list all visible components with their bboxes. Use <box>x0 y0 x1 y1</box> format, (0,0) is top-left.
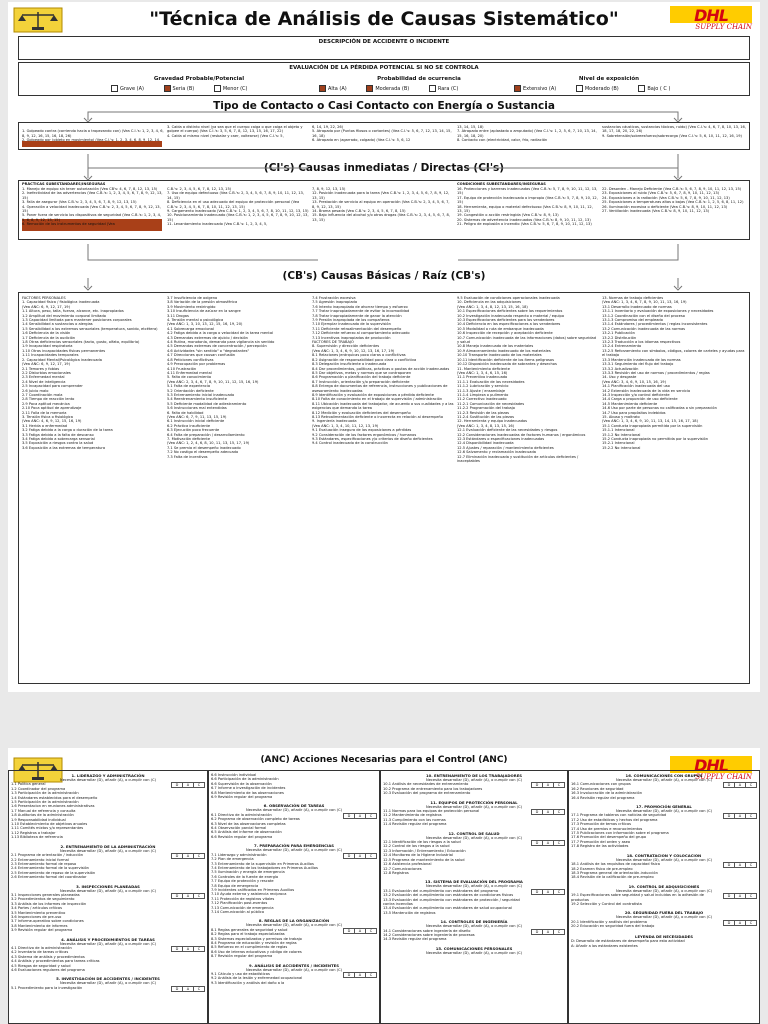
gravity-label: Gravedad Probable/Potencial <box>153 76 245 82</box>
dac-header-cell[interactable]: C <box>557 841 561 846</box>
checkbox-icon <box>214 85 221 92</box>
contact-text-1: 1. Golpeado contra (corriendo hacia o tropezando con) (Vea C.I.'s: 1, 2, 3, 4, 6, 8, 9, 12, 16, 15, 16, 18, 26) <box>22 129 164 138</box>
anc-section <box>211 963 377 986</box>
anc-section-items: 11.1 Normas para los equipos de protección personal 11.2 Mantenimiento de registros 11.3 Cumplimiento con las normas 11.4 Revisión regular del programa <box>383 809 480 827</box>
probability-label: Probabilidad de ocurrencia <box>377 76 461 82</box>
dac-header-cell[interactable]: C <box>197 986 201 991</box>
dac-header-cell[interactable]: A <box>543 930 554 934</box>
checkbox-checked-icon <box>366 85 373 92</box>
anc-section-title: 5. INVESTIGACIÓN DE ACCIDENTES / INCIDENTES <box>56 976 160 982</box>
anc-section <box>571 773 757 800</box>
exposure-option-b[interactable]: Moderado (B) <box>576 86 619 92</box>
ci-condiciones-label: CONDICIONES SUBESTÁNDARES/INSEGURAS <box>457 182 546 186</box>
anc-section-subtitle: Necesita desarrollar (D), añadir (A), o cumplir con (C) <box>426 804 522 809</box>
anc-section <box>11 976 205 996</box>
dac-header-cell[interactable]: C <box>749 920 753 925</box>
contact-arrows-icon <box>8 98 760 122</box>
anc-section <box>571 853 757 880</box>
dac-header-cell[interactable]: D <box>172 894 183 898</box>
dac-header-cell[interactable]: D <box>532 841 543 845</box>
anc-section-items: 3.1 Inspecciones generales planeadas 3.2 Procedimientos de seguimiento 3.3 Análisis de los informes de inspección 3.4 Partes / artículos críticos 3.5 Mantenimiento preventivo 3.6 Inspecciones de pre-uso 3.7 Informe-operativo sobre condiciones 3.8 Mantenimiento de informes 3.9 Revisión regular del programa <box>11 892 87 933</box>
probability-option-b[interactable]: Moderada (B) <box>366 86 409 92</box>
dac-header-cell[interactable]: C <box>369 813 373 818</box>
anc-section <box>11 844 205 880</box>
anc-section-title: 2. ENTRENAMIENTO DE LA ADMINISTRACIÓN <box>60 843 156 849</box>
dac-header-cell[interactable]: D <box>172 854 183 858</box>
anc-section-title: 7. PREPARACIÓN PARA EMERGENCIAS <box>253 843 335 849</box>
dac-header-cell[interactable]: C <box>197 854 201 859</box>
anc-section-title: 17. PROMOCIÓN GENERAL <box>636 804 692 810</box>
gravity-option-b[interactable]: Seria (B) <box>164 86 195 92</box>
anc-section-title: LEYENDA DE NECESIDADES <box>635 934 693 940</box>
anc-section-title: 1. LIDERAZGO Y ADMINISTRACIÓN <box>71 773 145 778</box>
dac-checkbox-table[interactable] <box>531 782 565 788</box>
anc-section <box>383 831 565 876</box>
ci-col-5: 22. Desorden - Manejo Deficiente (Vea C.B.'s: 5, 6, 7, 8, 9, 10, 11, 12, 13, 15) 23. Exposiciones al ruido (Vea C.B.'s: 5, 6, 7, 8, 9, 10, 11, 12, 13) 24. Exposiciones a la radiación (Vea C.B.'s: 5, 6, 7, 8, 9, 10, 11, 12, 13) 25. Exposiciones a temperaturas altas o bajas (Vea C.B.'s: 1, 2, 5, 6, 8, 11, 12) 26. Iluminación excesiva o deficiente (Vea C.B.'s: 8, 9, 10, 11, 12, 13) 27. Ventilación inadecuada (Vea C.B.'s: 8, 9, 10, 11, 12, 13) <box>602 187 744 214</box>
dac-checkbox-table[interactable] <box>171 946 205 952</box>
dhl-logo-icon: DHL SUPPLY CHAIN <box>670 756 752 784</box>
anc-section-title: 20. SEGURIDAD FUERA DEL TRABAJO <box>624 910 704 916</box>
anc-section <box>11 884 205 933</box>
anc-section-title: 14. CONTROLES DE INGENIERÍA <box>440 919 508 925</box>
dac-checkbox-table[interactable] <box>343 853 377 859</box>
dac-header-cell[interactable]: D <box>344 973 355 977</box>
ci-col-2: C.B.'s: 2, 3, 4, 5, 6, 7, 8, 12, 13, 15) 7. Uso de equipo defectuoso (Vea C.B.'s: 2, 3, 4, 5, 6, 7, 8, 9, 10, 11, 12, 13, 14, 15) 8. Deficiencia en el uso adecuado del equipo de protección personal (Vea C.B.'s: 2, 3, 4, 5, 6, 7, 8, 10, 11, 12, 13, 15) 9. Cargamento inadecuado (Vea C.B.'s: 1, 2, 3, 4, 5, 6, 7, 8, 10, 11, 12, 13, 15) 10. Posicionamiento inadecuado (Vea C.B.'s: 1, 2, 3, 4, 5, 6, 7, 8, 9, 10, 12, 13, 15) 11. Levantamiento inadecuado (Vea C.B.'s: 1, 2, 3, 4, 5, <box>167 187 309 227</box>
dac-header-cell[interactable]: C <box>197 783 201 788</box>
dac-checkbox-table[interactable] <box>343 813 377 819</box>
dac-header-cell[interactable]: C <box>369 928 373 933</box>
anc-section-items: 5.1 Procedimiento para la investigación <box>11 985 83 990</box>
description-label: DESCRIPCIÓN DE ACCIDENTE O INCIDENTE <box>318 39 450 45</box>
dac-header-cell[interactable]: A <box>183 894 194 898</box>
anc-section-items: 20.1 Identificación y análisis del problema 20.2 Educación en seguridad fuera del trabajo <box>571 919 655 929</box>
checkbox-icon <box>111 85 118 92</box>
dac-header-cell[interactable]: A <box>183 947 194 951</box>
anc-section-subtitle: Necesita desarrollar (D), añadir (A), o cumplir con (C) <box>60 778 156 782</box>
dac-header-cell[interactable]: C <box>197 893 201 898</box>
checkbox-checked-icon <box>319 85 326 92</box>
dac-header-cell[interactable]: A <box>183 987 194 991</box>
anc-section-items: 12.1 Identificación de los riesgos a la salud 12.2 Control de los riesgos a la salud 12.3 Información / Entrenamiento / Educación 12.4 Monitoreo de la Higiene Industrial 12.5 Programa de mantenimiento de la salud 12.6 Asistencia profesional 12.7 Comunicaciones 12.8 Registros <box>383 840 466 875</box>
dac-header-cell[interactable]: D <box>532 930 543 934</box>
anc-section-subtitle: Necesita desarrollar (D), añadir (A), o cumplir con (C) <box>616 915 712 920</box>
anc-section-title: 9. ANÁLISIS DE ACCIDENTES / INCIDENTES <box>249 962 339 968</box>
cb-col-4: 9.5 Evaluación de condiciones operacionales inadecuada 10. Deficiencia en las adquisiciones (Vea ANC: 1, 3, 4, 8, 12, 13, 15, 16, 18) 10.1 Especificaciones deficientes sobre los requerimientos 10.2 Investigación inadecuada respecto a material / equipo 10.3 Especificaciones deficientes para los vendedores 10.4 Deficiencia en las especificaciones a los vendedores 10.5 Modalidad o ruta de embarque inadecuada 10.6 Inspección de recepción y aceptación deficiente 10.7 Comunicación inadecuada de las informaciones (datos) sobre seguridad y salud 10.8 Manejo inadecuado de los materiales 10.9 Almacenamiento inadecuado de los materiales 10.10 Transporte inadecuado de los materiales 10.11 Identificación deficiente de los ítems peligrosos 10.12 Disposición inadecuada de sobrantes y desechos 11. Mantenimiento deficiente (Vea ANC: 1, 3, 4, 6, 15, 16) 11.1 Preventivo inadecuado 11.1.1 Evaluación de las necesidades 11.1.2 Lubricación y servicio 11.1.3 Ajuste / ensamblaje 11.1.4 Limpieza o pulimento 11.2 Correctivo inadecuado 11.2.1 Comunicación de necesidades 11.2.2 Programación del trabajo 11.2.3 Revisión de las piezas 11.2.4 Sustitución de las piezas 12. Herramienta y equipo inadecuados (Vea ANC: 1, 3, 4, 8, 13, 15, 16) 12.1 Evaluación deficiente de las necesidades y riesgos 12.2 Consideraciones inadecuadas de factores humanos / ergonómicos 12.3 Estándares o especificaciones inadecuadas 12.4 Disponibilidad inadecuada 12.5 Ajustes / reparación / mantenimiento deficientes 12.6 Salvamento y reclamación inadecuada 12.7 Eliminación inadecuada y sustitución de artículos deficientes / inaceptables <box>457 296 597 464</box>
dac-header-cell[interactable]: D <box>724 814 735 818</box>
page-title: "Técnica de Análisis de Causas Sistemático" <box>149 8 619 30</box>
contact-col-2: 3. Caída a distinto nivel (ya sea que el cuerpo caiga o que caiga el objeto y golpee el cuerpo) (Vea C.I.'s: 3, 5, 6, 7, 8, 12, 13, 15, 16, 17, 22) 4. Caída al mismo nivel (resbalar y caer, voltearse) (Vea C.I.'s: 5, <box>167 125 303 138</box>
dac-header-cell[interactable]: A <box>355 854 366 858</box>
dac-header-cell[interactable]: C <box>557 783 561 788</box>
dac-header-cell[interactable]: D <box>172 947 183 951</box>
anc-section-title: 12. CONTROL DE SALUD <box>448 830 500 836</box>
checkbox-icon <box>576 85 583 92</box>
dac-header-cell[interactable]: D <box>172 987 183 991</box>
dac-checkbox-table[interactable] <box>343 972 377 978</box>
highlight-bar <box>22 141 162 147</box>
dac-header-cell[interactable]: C <box>369 853 373 858</box>
dac-header-cell[interactable]: D <box>724 783 735 787</box>
anc-section-title: 18. CONTRATACION Y COLOCACION <box>626 852 702 858</box>
anc-section-title: 4. ANÁLISIS Y PROCEDIMIENTOS DE TAREAS <box>61 936 155 942</box>
ci-col-1: 1. Manejo de equipo sin tener autorización (Vea CB's: 4, 6, 7, 8, 12, 13, 15) 2. Inefectividad de las advertencias (Vea C.B.'s: 1, 2, 3, 4, 5, 6, 7, 8, 9, 12, 13, 15) 3. Falla de asegurar (Vea C.B.'s: 2, 3, 4, 5, 6, 7, 8, 9, 12, 13, 15) 4. Operación a velocidad inadecuada (Vea C.B.'s: 2, 3, 4, 5, 6, 7, 8, 9, 12, 13, 15) 5. Poner fuera de servicio los dispositivos de seguridad (Vea C.B.'s: 1, 2, 3, 4, 5, 6, 8, 9, 12, 13, 15) 6. Remoción de los instrumentos de seguridad (Vea <box>22 187 163 227</box>
anc-section <box>383 946 565 966</box>
anc-column <box>380 770 568 1024</box>
dac-header-cell[interactable]: A <box>355 973 366 977</box>
anc-section-items: 17.1 Programa de tableros con noticias de seguridad 17.2 Uso de estadísticas y hechos del programa 17.3 Promoción de temas críticos 17.4 Uso de premios e reconocimientos 17.5 Publicaciones con información sobre el programa 17.6 Promoción del desempeño del grupo 17.7 Promoción del orden y aseo 17.8 Registro de las actividades <box>571 813 669 849</box>
anc-section-subtitle: Necesita desarrollar (D), añadir (A), o cumplir con (C) <box>246 923 342 928</box>
anc-section-title: 3. INSPECCIONES PLANEADAS <box>76 883 140 889</box>
cb-heading: (CB's) Causas Básicas / Raíz (CB's) <box>282 270 486 282</box>
dac-header-cell[interactable]: A <box>355 814 366 818</box>
anc-section-items: 13.1 Evaluación del cumplimiento con estándares del programa 13.2 Evaluación del cumplimiento con estándares de condiciones físicas 13.3 Evaluación del cumplimiento con estándares de protección / seguridad contra incendios 13.4 Evaluación del cumplimiento con estándares de salud ocupacional 13.5 Mantención de registros <box>383 888 520 915</box>
dac-checkbox-table[interactable] <box>171 782 205 788</box>
description-box <box>18 36 750 60</box>
anc-section-subtitle: Necesita desarrollar (D), añadir (A), o cumplir con (C) <box>60 848 156 853</box>
anc-section <box>571 910 757 930</box>
anc-section <box>383 879 565 915</box>
anc-section <box>11 937 205 973</box>
ci-heading: (CI's) Causas inmediatas / Directas (CI's) <box>263 162 505 174</box>
anc-section-items: 6.1 Directivo de la administración 6.2 Programa de observación completo de tareas 6.3 Nivel de las observaciones completas 6.4 Observación parcial formal 6.5 Análisis del informe de observación 6.6 Revisión regular del programa <box>211 812 300 839</box>
anc-section <box>383 800 565 827</box>
anc-section-subtitle: Necesita desarrollar (D), añadir (A), o cumplir con (C) <box>426 884 522 889</box>
anc-section-items: 2.1 Programa de orientación / inducción 2.2 Entrenamiento inicial formal 2.3 Entrenamiento formal de repaso 2.4 Entrenamiento formal de la supervisión 2.5 Entrenamiento de repaso de la supervisión 2.6 Entrenamiento formal del coordinador <box>11 853 96 880</box>
exposure-options <box>514 85 688 92</box>
dac-header-cell[interactable]: A <box>735 814 746 818</box>
anc-section-subtitle: Necesita desarrollar (D), añadir (A), o cumplir con (C) <box>60 941 156 946</box>
anc-section <box>211 843 377 914</box>
anc-section <box>211 918 377 958</box>
dac-header-cell[interactable]: C <box>369 973 373 978</box>
contact-col-5: sustancias cáusticas, sustancias tóxicas, ruido) (Vea C.I.'s: 4, 6, 7, 8, 10, 13, 16, 18, 17, 18, 20, 22, 26) 9. Sobretensión/sobreesfuerzo/sobrecarga (Vea C.I.'s: 5, 6, 10, 11, 12, 16, 19) <box>602 125 746 138</box>
anc-section <box>211 803 377 839</box>
anc-section-subtitle: Necesita desarrollar (D), añadir (A), o cumplir con (C) <box>246 808 342 813</box>
anc-section-items: 4.1 Directivo de la administración 4.2 Inventario de tareas críticas 4.3 Sistema de análisis y procedimientos 4.4 Análisis y procedimientos para tareas críticas 4.5 Riesgos de seguridad y salud 4.6 Evaluaciones regulares del programa <box>11 946 100 973</box>
dac-header-cell[interactable]: D <box>532 783 543 787</box>
anc-section-title: 8. REGLAS DE LA ORGANIZACIÓN <box>258 918 330 924</box>
anc-section-subtitle: Necesita desarrollar (D), añadir (A), o cumplir con (C) <box>426 835 522 840</box>
anc-section-subtitle: Necesita desarrollar (D), añadir (A), o cumplir con (C) <box>426 778 522 782</box>
anc-section-items: D: Desarrollo de estándares de desempeño para esta actividad A: Añadir a los estándares existentes <box>571 939 685 948</box>
dac-header-cell[interactable]: A <box>735 863 746 867</box>
dac-header-cell[interactable]: C <box>557 810 561 815</box>
anc-section-items: 10.1 Análisis de necesidades de entrenamiento 10.2 Programa de entrenamiento para los trabajadores 10.3 Evaluación del programa de entrenamiento <box>383 782 483 796</box>
dac-header-cell[interactable]: A <box>735 783 746 787</box>
dac-header-cell[interactable]: C <box>749 894 753 899</box>
anc-column <box>568 770 760 1024</box>
dac-checkbox-table[interactable] <box>723 862 757 868</box>
dac-header-cell[interactable]: D <box>172 783 183 787</box>
anc-section-items: 6.6 Instrucción individual 6.6 Participación de la administración 6.6 Supervisión de la observación 6.7 Informe a investigación de incidentes 6.8 Mantenimiento de las observaciones 6.9 Revisión regular del programa <box>211 773 286 800</box>
dac-header-cell[interactable]: D <box>344 854 355 858</box>
dac-header-cell[interactable]: A <box>543 783 554 787</box>
cb-col-5: 13. Normas de trabajo deficientes (Vea ANC: 1, 3, 4, 6, 7, 8, 9, 10, 11, 13, 16, 19) 13.1 Desarrollo inadecuado de normas 13.1.1 Inventario y evaluación de exposiciones y necesidades 13.1.2 Coordinación con el diseño del proceso 13.1.3 Compromiso del empleado 13.1.4 Estándares / procedimientos / reglas inconsistentes 13.2 Comunicación inadecuada de las normas 13.2.1 Publicación 13.2.2 Distribución 13.2.3 Traducción a los idiomas respectivos 13.2.4 Entrenamiento 13.2.5 Reforzamiento con símbolos, códigos, colores de carteles y ayudas para el trabajo 13.3 Mantención inadecuada de las normas 13.3.1 Seguimiento del flujo del trabajo 13.3.2 Actualización 13.3.3 Revisión del uso de normas / procedimientos / reglas 14. Uso y desgaste (Vea ANC: 3, 4, 6, 9, 10, 15, 16, 19) 14.1 Planificación inadecuada del uso 14.2 Extensión inadecuada de la vida en servicio 14.3 Inspección y/o control deficiente 14.4 Carga o proporción de uso deficiente 14.5 Mantenimiento deficiente 14.6 Uso por parte de personas no calificadas o sin preparación 14.7 Uso para propósitos indebidos 15. Abuso y maltrato (Vea ANC: 1, 3, 4, 6, 9, 10, 11, 13, 14, 15, 16, 17, 18) 15.1 Conducta inapropiada permitida por la supervisión 15.1.1 Intencional 15.1.2 No intencional 15.2 Conducta inapropiada no permitida por la supervisión 15.2.1 Intencional 15.2.2 No intencional <box>602 296 745 450</box>
cb-col-2: 3.7 Insuficiencia de oxígeno 3.8 Variación de la presión atmosférica 3.9 Movimiento restringido 3.10 Insuficiencia de azúcar en la sangre 3.11 Drogas 4. Tensión mental o psicológica (Vea ANC: 1, 3, 10, 13, 12, 15, 16, 19, 20) 4.1 Sobrecarga emocional 4.2 Fatiga debida a la carga o velocidad de la tarea mental 4.3 Demandas extremas de ajuicio / decisión 4.4 Rutina, monotonía, demanda para vigilancia sin sentido 4.5 Demandas extremas de concentración / percepción 4.6 Actividades "sin sentido" o "degradantes" 4.7 Direcciones que causan confusión 4.8 Peticiones conflictivas 4.9 Preocupación por problemas 4.10 Frustración 4.11 Enfermedad mental 5. Falta de conocimiento (Vea ANC: 2, 3, 4, 6, 7, 8, 9, 10, 11, 12, 15, 16, 19) 5.1 Falta de experiencia 5.2 Orientación deficiente 5.3 Entrenamiento inicial inadecuado 5.4 Reentrenamiento insuficiente 5.5 Deficiente modalidad de adiestramiento 5.6 Instrucciones mal entendidas 6. Falta de habilidad (Vea ANC: 6, 7, 9, 11, 13, 15, 19) 6.1 Instrucción inicial deficiente 6.2 Práctica insuficiente 6.3 Ejecución poco frecuente 6.4 Falta de preparación / desarrollamiento 7. Motivación deficiente (Vea ANC: 1, 2, 4, 6, 8, 10, 11, 13, 15, 17, 19) 7.1 Se premia el desempeño inadecuado 7.2 No castigo el desempeño adecuado 7.3 Falta de incentivos <box>167 296 275 459</box>
dac-checkbox-table[interactable] <box>343 928 377 934</box>
anc-column <box>208 770 380 1024</box>
anc-section-subtitle: Necesita desarrollar (D), añadir (A), o cumplir con (C) <box>60 888 156 893</box>
evaluation-label: EVALUACIÓN DE LA PÉRDIDA POTENCIAL SI NO SE CONTROLA <box>289 65 479 71</box>
dac-checkbox-table[interactable] <box>723 920 757 926</box>
anc-section-items: 8.1 Reglas generales de seguridad y salud 8.2 Reglas para el trabajo especializadas 8.3 Sistemas especializados y permisos de trabajo 8.4 Programa de educación y revisión de reglas 8.5 Refuerzo en el cumplimiento de reglas 8.6 Uso de letreros educativos y código de colores 8.7 Revisión regular del programa <box>211 927 302 959</box>
sheet-page-2 <box>8 748 760 1024</box>
cb-col-1: FACTORES PERSONALES 1. Capacidad física / fisiológica inadecuada (Vea ANC: 6, 9, 12, 17, 19) 1.1 Altura, peso, talla, fuerza, alcance, etc. inapropiados 1.2 Amplitud del movimiento corporal limitado 1.3 Capacidad limitada para mantener posiciones corporales 1.4 Sensibilidad a sustancias o alergias 1.5 Sensibilidad a los extremos sensoriales (temperatura, sonido, etcétera) 1.6 Deficiencia de la visión 1.7 Deficiencia de la audición 1.8 Otras deficiencias sensoriales (tacto, gusto, olfato, equilibrio) 1.9 Incapacidad respiratoria 1.10 Otras incapacidades físicas permanentes 1.11 Incapacidades temporales 2. Capacidad Mental/Psicológica inadecuada (Vea ANC: 6, 9, 12, 17, 19) 2.1 Temores y fobias 2.2 Disturbios emocionales 2.3 Enfermedad mental 2.4 Nivel de inteligencia 2.5 Incapacidad para comprender 2.6 Juicio malo 2.7 Coordinación mala 2.8 Tiempo de reacción lento 2.9 Poca aptitud mecánica 2.10 Poca aptitud de aprendizaje 2.11 Falla de la memoria 3. Tensión física o fisiológica (Vea ANC: 4, 6, 9, 12, 15, 16, 19) 3.1 Herida o enfermedad 3.2 Fatiga debida a la carga o duración de la tarea 3.3 Fatiga debida a la falta de descanso 3.4 Fatiga debida a sobrecarga sensorial 3.5 Exposición a riesgos contra la salud 3.6 Exposición a las extremas de temperatura <box>22 296 158 450</box>
checkbox-checked-icon <box>514 85 521 92</box>
anc-section-title: 10. ENTRENAMIENTO DE LOS TRABAJADORES <box>425 773 523 778</box>
exposure-option-c[interactable]: Bajo ( C ) <box>638 86 670 92</box>
dac-checkbox-table[interactable] <box>531 929 565 935</box>
checkbox-checked-icon <box>164 85 171 92</box>
dac-header-cell[interactable]: D <box>724 894 735 898</box>
cb-col-3: 7.4 Frustración excesiva 7.5 Agresión inapropiada 7.6 Intento inapropiado de ahorrar tiempo y esfuerzo 7.7 Tratar inapropiadamente de evitar la incomodidad 7.8 Tratar inapropiadamente de ganar la atención 7.9 Presión inapropiada de los compañeros 7.10 Ejemplar inadecuado de la supervisión 7.11 Deficiente retroalimentación del desempeño 7.12 Deficiente refuerzo al comportamiento adecuado 7.13 Incentivos inapropiados de producción FACTORES DE TRABAJO 8. Supervisión y dirección deficientes (Vea ANC: 1, 3, 4, 6, 9, 10, 12, 13, 16, 17, 19) 8.1 Relaciones jerárquicas poco claras o conflictivas 8.2 Asignación de responsabilidad poco clara o conflictiva 8.3 Delegación insuficiente o inadecuada 8.4 Dar procedimientos, políticas, prácticas o pautas de acción inadecuadas 8.5 Dar objetivos, metas y normas que se contraponen 8.6 Programación o planificación del trabajo deficiente 8.7 Instrucción, orientación y/o preparación deficiente 8.8 Entrega de documentos de referencia, instrucciones y publicaciones de asesoramiento inadecuadas 8.9 Identificación y evaluación de exposiciones a pérdida deficiente 8.10 Falta de conocimiento en el trabajo de supervisión / administración 8.11 Ubicación inadecuada del trabajador, de acuerdo a sus cualidades y a las exigencias que demanda la tarea 8.12 Medición y evaluación deficientes del desempeño 8.13 Retroalimentación deficiente o incorrecta en relación al desempeño 9. Ingeniería inadecuada (Vea ANC: 1, 3, 4, 10, 11, 12, 13, 19) 9.1 Evaluación insegura de las exposiciones a pérdidas 9.2 Consideración de los factores ergonómicos / humanos 9.3 Estándares, especificaciones y/o criterios de diseño deficientes 9.4 Control inadecuado de la construcción <box>312 296 454 446</box>
anc-section-title: 16. COMUNICACIONES CON GRUPOS <box>625 773 703 778</box>
dac-header-cell[interactable]: C <box>749 814 753 819</box>
gravity-options <box>111 85 265 92</box>
dac-header-cell[interactable]: D <box>724 921 735 925</box>
dac-header-cell[interactable]: A <box>543 890 554 894</box>
anc-section-items: 1.1 Política general 1.2 Coordinador del programa 1.3 Participación de la administración 1.4 Estándares establecidos para el desempeño 1.5 Participación de la administración 1.6 Presentacion en reuniones administrativas 1.7 Manual de referencia y consulta 1.8 Auditorias de la administración 1.9 Responsabilidad individual 1.10 Establecimiento de objetivos anuales 1.11 Comités mixtos y/o representantes 1.12 Registros a trabajar 1.13 Biblioteca de referencia <box>11 782 98 840</box>
dac-checkbox-table[interactable] <box>723 893 757 899</box>
ci-col-4: 16. Protecciones y barreras inadecuadas (Vea C.B.'s: 5, 7, 8, 9, 10, 11, 12, 13, 15) 17. Equipo de protección inadecuado o impropio (Vea C.B.'s: 5, 7, 8, 9, 10, 12, 15) 18. Herramienta, equipo o material defectuoso (Vea C.B.'s: 8, 9, 10, 11, 12, 13, 15) 19. Congestión o acción restringida (Vea C.B.'s: 8, 9, 13) 20. Sistemas de advertencia inadecuados (Vea C.B.'s: 8, 9, 10, 11, 12, 13) 21. Peligro de explosión o incendio (Vea C.B.'s: 5, 6, 7, 8, 9, 10, 11, 12, 13) <box>457 187 598 227</box>
anc-section-items: 18.1 Análisis de los requisitos de capacidad física 18.2 Examen físico de pre-empleo 18.3 Programa general de orientación-inducción 18.4 Revisión de la calificación de pre-empleo <box>571 862 660 880</box>
anc-section-subtitle: Necesita desarrollar (D), añadir (A), o cumplir con (C) <box>246 967 342 972</box>
anc-section <box>211 773 377 799</box>
dac-header-cell[interactable]: D <box>532 810 543 814</box>
anc-section-subtitle: Necesita desarrollar (D), añadir (A), o cumplir con (C) <box>246 848 342 853</box>
anc-section-subtitle: Necesita desarrollar (D), añadir (A), o cumplir con (C) <box>426 924 522 929</box>
dac-checkbox-table[interactable] <box>171 893 205 899</box>
ci-practicas-label: PRÁCTICAS SUBESTÁNDARES/INSEGURAS <box>22 182 106 186</box>
gravity-option-a[interactable]: Grave (A) <box>111 86 144 92</box>
gravity-option-c[interactable]: Menor (C) <box>214 86 248 92</box>
dac-header-cell[interactable]: C <box>197 947 201 951</box>
anc-section <box>11 773 205 840</box>
anc-section-title: 11. EQUIPOS DE PROTECCIÓN PERSONAL <box>430 799 518 805</box>
dac-checkbox-table[interactable] <box>531 889 565 895</box>
anc-section-items: 19.1 Especificaciones sobre seguridad y salud incluidas en la adhesión de productos 19.2 Selección y Control del contratista <box>571 893 704 906</box>
checkbox-icon <box>638 85 645 92</box>
dac-checkbox-table[interactable] <box>171 986 205 992</box>
dac-header-cell[interactable]: D <box>344 929 355 933</box>
evaluation-box <box>18 62 750 96</box>
dac-checkbox-table[interactable] <box>531 840 565 846</box>
probability-option-c[interactable]: Rara (C) <box>429 86 459 92</box>
dac-checkbox-table[interactable] <box>171 853 205 859</box>
anc-section-title: 13. SISTEMA DE EVALUACIÓN DEL PROGRAMA <box>425 879 523 885</box>
dhl-logo-icon: DHL SUPPLY CHAIN <box>670 6 752 34</box>
anc-section-title: 19. CONTROL DE ADQUISICIONES <box>628 883 700 889</box>
dac-header-cell[interactable]: A <box>543 841 554 845</box>
dac-header-cell[interactable]: D <box>344 814 355 818</box>
anc-section <box>571 884 757 907</box>
anc-column <box>8 770 208 1024</box>
exposure-label: Nivel de exposición <box>578 76 640 82</box>
dac-checkbox-table[interactable] <box>723 813 757 819</box>
anc-title: (ANC) Acciones Necesarias para el Control (ANC) <box>260 755 508 765</box>
dac-header-cell[interactable]: A <box>183 783 194 787</box>
dac-header-cell[interactable]: A <box>355 929 366 933</box>
dac-checkbox-table[interactable] <box>531 809 565 815</box>
dac-header-cell[interactable]: D <box>532 890 543 894</box>
anc-section <box>571 804 757 849</box>
cb-arrows-icon <box>8 242 760 292</box>
dac-header-cell[interactable]: C <box>557 889 561 894</box>
dac-header-cell[interactable]: A <box>735 921 746 925</box>
dac-header-cell[interactable]: C <box>557 929 561 934</box>
contact-types-box <box>18 122 750 150</box>
anc-section-subtitle: Necesita desarrollar (D), añadir (A), o cumplir con (C) <box>616 778 712 782</box>
contact-heading: Tipo de Contacto o Casi Contacto con Energía o Sustancia <box>213 100 555 112</box>
anc-section-items: 9.1 Cálculo y uso de estadísticas 9.2 Análisis de la lesión y enfermedad ocupacional 9.3 Identificación y análisis del daño a la <box>211 972 303 985</box>
dac-header-cell[interactable]: C <box>749 863 753 868</box>
ci-col-3: 7, 8, 9, 12, 13, 15) 12. Posición inadecuada para la tarea (Vea C.B.'s: 1, 2, 3, 4, 5, 6, 7, 8, 9, 12, 13, 15) 13. Prestación de servicio al equipo en operación (Vea C.B.'s: 2, 3, 4, 5, 6, 7, 8, 9, 12, 13, 15) 14. Broma pesada (Vea C.B.'s: 2, 3, 4, 5, 6, 7, 8, 15) 15. Bajo influencia del alcohol y/o otras drogas (Vea C.B.'s: 2, 3, 4, 5, 6, 7, 8, 13, 15) <box>312 187 450 222</box>
probability-option-a[interactable]: Alta (A) <box>319 86 347 92</box>
cb-box <box>18 292 750 684</box>
anc-section-title: 15. COMUNICACIONES PERSONALES <box>435 945 513 951</box>
ci-box <box>18 180 750 240</box>
anc-section-subtitle: Necesita desarrollar (D), añadir (A), o cumplir con (C) <box>616 857 712 862</box>
dac-header-cell[interactable]: A <box>735 894 746 898</box>
anc-section <box>383 919 565 942</box>
dac-header-cell[interactable]: A <box>183 854 194 858</box>
anc-grid <box>8 770 760 1024</box>
anc-section-subtitle: Necesita desarrollar (D), añadir (A), o cumplir con (C) <box>60 981 156 986</box>
anc-section <box>383 773 565 796</box>
anc-section <box>571 934 757 954</box>
dac-header-cell[interactable]: A <box>543 810 554 814</box>
anc-section-items: 16.1 Comunicaciones con grupos 16.2 Reuniones de seguridad 16.3 Involucración de la administración 16.4 Revisión regular del programa <box>571 782 642 800</box>
anc-section-subtitle: Necesita desarrollar (D), añadir (A), o cumplir con (C) <box>616 888 712 893</box>
anc-section-subtitle: Necesita desarrollar (D), añadir (A), o cumplir con (C) <box>426 950 522 955</box>
contact-col-4: 13, 14, 15, 18) 7. Atrapado entre (aplastado o amputado) (Vea C.I.'s: 1, 2, 5, 6, 7, 10, 13, 14, 15, 16, 18, 20) 8. Contacto con (electricidad, calor, frío, radiación <box>457 125 597 143</box>
anc-section-subtitle: Necesita desarrollar (D), añadir (A), o cumplir con (C) <box>616 809 712 814</box>
contact-col-3: 6, 14, 19, 22, 26) 5. Atrapado por (Puntos filosos o cortantes) (Vea C.I.'s: 5, 6, 7, 12, 13, 14, 15, 16, 18) 6. Atrapado en (agarrado, colgado) (Vea C.I.'s: 5, 6, 12 <box>312 125 452 143</box>
anc-section-items: 7.1 Liderazgo y administración 7.2 Plan de emergencia 7.3 Entrenamiento de la supervisión en Primeros Auxilios 7.4 Entrenamiento de los trabajadores en Primeros Auxilios 7.5 Iluminación y energía de emergencia 7.6 Controles de la fuente de energía 7.7 Equipo de protección y rescate 7.8 Equipo de emergencia 7.9 Incidentes calificados en Primeros Auxilios 7.10 Ayuda externa y asistencia recíproca 7.11 Protección de registros vitales 7.12 Planificación post-eventos 7.13 Comunicación de emergencia 7.14 Comunicación al público <box>211 852 318 914</box>
checkbox-icon <box>429 85 436 92</box>
exposure-option-a[interactable]: Extensivo (A) <box>514 86 556 92</box>
page1-header <box>8 2 760 36</box>
anc-section-title: 6. OBSERVACIÓN DE TAREAS <box>263 803 325 809</box>
anc-section-items: 14.1 Consideraciones sobre ingeniería de diseño 14.2 Consideraciones sobre ingeniería de procesos 14.3 Revisión regular del programa <box>383 928 475 942</box>
probability-options <box>319 85 476 92</box>
sheet-page-1 <box>8 2 760 692</box>
ci-arrows-icon <box>8 152 760 182</box>
dac-header-cell[interactable]: C <box>749 783 753 788</box>
dac-checkbox-table[interactable] <box>723 782 757 788</box>
dac-header-cell[interactable]: D <box>724 863 735 867</box>
